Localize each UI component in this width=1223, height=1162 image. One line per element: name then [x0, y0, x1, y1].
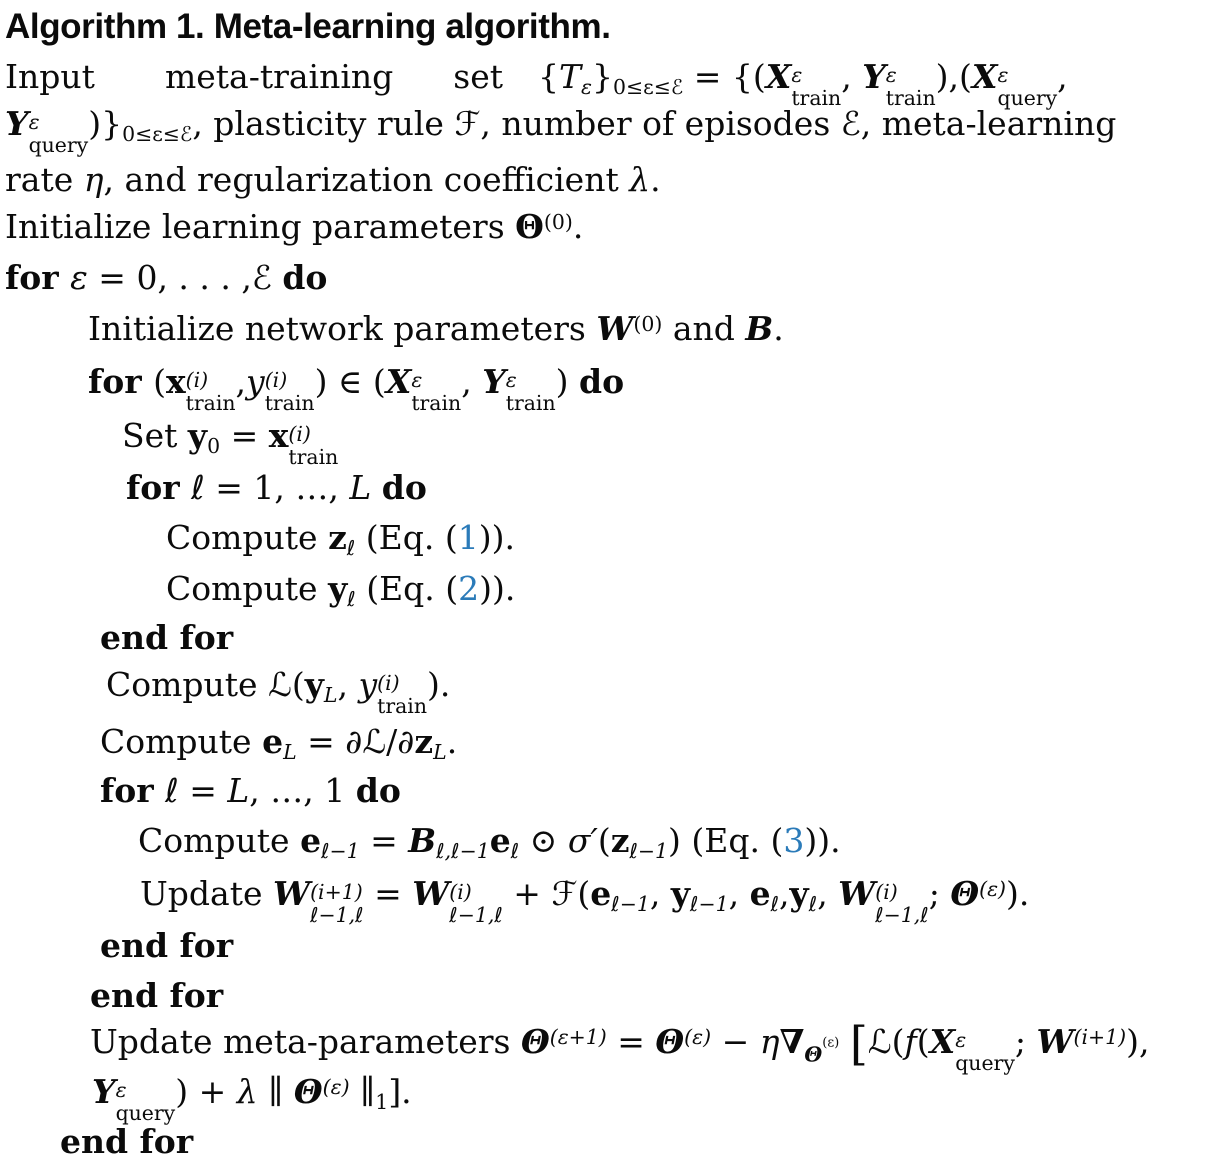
compute-y-line	[166, 569, 516, 612]
math-token: = {(	[683, 57, 766, 96]
math-group	[789, 874, 818, 917]
math-token: for	[5, 258, 71, 297]
math-token: ∂	[345, 722, 363, 761]
math-group	[804, 1022, 840, 1067]
subscript: query	[955, 1050, 1015, 1075]
math-token: Compute	[100, 722, 263, 761]
math-token: (Eq. (	[355, 518, 458, 557]
math-token: Compute	[106, 665, 269, 704]
math-group	[328, 569, 356, 612]
math-token: ,	[1057, 57, 1068, 96]
math-group	[88, 104, 193, 147]
math-token: X	[971, 57, 998, 96]
math-token: }	[592, 57, 614, 96]
math-token: z	[414, 722, 434, 761]
subscript: train	[791, 85, 842, 110]
math-token: Θ	[515, 207, 544, 246]
subscript: ℓ−1,ℓ	[449, 902, 503, 927]
subscript: train	[185, 390, 236, 415]
math-token: =	[363, 874, 413, 913]
math-token: ∥	[257, 1072, 294, 1111]
math-group	[515, 207, 573, 246]
math-token: =	[296, 722, 346, 761]
math-token: Y	[862, 57, 886, 96]
math-group	[482, 362, 556, 415]
subscript: ℓ	[808, 892, 818, 917]
subscript: ℓ−1	[629, 839, 669, 864]
math-token: set	[453, 57, 504, 96]
update-weights-line	[140, 874, 1030, 927]
subscript: train	[264, 390, 315, 415]
superscript: (0)	[633, 311, 663, 336]
superscript: (ε)	[684, 1024, 712, 1049]
math-token: (	[597, 821, 611, 860]
math-token: y	[187, 416, 208, 455]
math-token: ∥	[349, 1072, 376, 1111]
math-token: λ	[236, 1072, 258, 1111]
math-token: )).	[479, 569, 516, 608]
subscript: train	[885, 85, 936, 110]
math-token: ,	[728, 874, 750, 913]
math-token: ℒ	[268, 665, 292, 704]
math-token: end for	[100, 926, 234, 965]
subscript: ℓ−1	[690, 892, 729, 917]
math-token: η	[83, 160, 104, 199]
math-group	[592, 57, 684, 100]
math-token: .	[572, 207, 584, 246]
math-group	[408, 821, 490, 864]
math-token: ),(	[935, 57, 972, 96]
math-token: ,	[817, 874, 839, 913]
subscript: 1	[375, 1090, 389, 1115]
math-token: ;	[928, 874, 951, 913]
math-group	[610, 821, 669, 864]
math-group	[328, 518, 356, 561]
math-token: , meta-learning	[860, 104, 1117, 143]
end-for-episodes-line	[60, 1122, 193, 1162]
math-token: ,	[841, 57, 863, 96]
math-token: (	[153, 362, 166, 401]
math-token: Θ	[655, 1022, 685, 1061]
math-token: x	[268, 416, 289, 455]
subscript: query	[997, 85, 1058, 110]
math-group	[246, 362, 315, 415]
math-token: σ′	[567, 821, 598, 860]
for-train-samples-line	[88, 362, 625, 415]
math-token: {	[538, 57, 560, 96]
subscript: L	[323, 683, 338, 708]
sup-sub-stack	[997, 63, 1058, 110]
math-token: Y	[5, 104, 29, 143]
math-token: Initialize learning parameters	[5, 207, 516, 246]
math-token: ,	[779, 874, 790, 913]
update-meta-params-line-1	[90, 1016, 1150, 1075]
math-token: W	[838, 874, 876, 913]
math-token: end for	[90, 976, 224, 1015]
math-token: ,	[461, 362, 483, 401]
superscript: ε	[28, 110, 40, 135]
init-network-params-line	[88, 309, 784, 349]
math-token: ℰ	[251, 258, 272, 297]
math-group	[5, 104, 89, 157]
math-token: end for	[60, 1122, 194, 1161]
math-group	[262, 722, 297, 765]
math-token: Set	[122, 416, 188, 455]
math-group	[92, 1072, 176, 1125]
sup-sub-stack	[185, 368, 236, 415]
math-token: for	[126, 468, 192, 507]
math-group	[294, 1072, 350, 1111]
math-token: Θ	[950, 874, 980, 913]
superscript: (i+1)	[310, 880, 363, 905]
math-token: ).	[1006, 874, 1030, 913]
math-token: , …, 1	[249, 771, 356, 810]
math-token: , and regularization coefficient	[103, 160, 630, 199]
math-token: Update meta-parameters	[90, 1022, 521, 1061]
init-learning-params-line	[5, 207, 583, 247]
end-for-forward-line	[100, 618, 233, 658]
eq-1-link[interactable]: 1	[457, 518, 479, 557]
set-y0-line	[122, 416, 339, 469]
math-token: ∂	[397, 722, 415, 761]
math-token: , number of episodes	[480, 104, 841, 143]
superscript: (i)	[449, 880, 472, 905]
compute-backprop-error-line	[138, 821, 841, 864]
subscript: ℓ−1,ℓ	[875, 902, 929, 927]
math-token: B	[745, 309, 774, 348]
superscript: (i)	[264, 368, 288, 393]
math-token: ).	[427, 665, 451, 704]
math-token: e	[489, 821, 511, 860]
math-token: = 1, …,	[204, 468, 350, 507]
math-token: Y	[482, 362, 506, 401]
math-token: ,	[337, 665, 359, 704]
math-token: W	[273, 874, 311, 913]
math-group	[971, 57, 1058, 110]
sup-sub-stack	[875, 880, 929, 927]
math-group	[765, 57, 842, 110]
math-group	[304, 665, 338, 708]
math-token: ,	[649, 874, 671, 913]
subscript: train	[377, 693, 428, 718]
math-group	[273, 874, 364, 927]
sup-sub-stack	[885, 63, 936, 110]
math-group	[414, 722, 447, 765]
eq-2-link[interactable]: 2	[458, 569, 480, 608]
math-token: ) (Eq. (	[668, 821, 784, 860]
math-token: (	[291, 665, 305, 704]
sup-sub-stack	[288, 422, 339, 469]
sup-sub-stack	[28, 110, 89, 157]
superscript: ε	[505, 368, 517, 393]
math-group	[950, 874, 1006, 913]
math-token	[272, 258, 283, 297]
math-token: do	[381, 468, 427, 507]
math-token: y	[358, 665, 378, 704]
superscript: (i)	[377, 671, 400, 696]
math-token: X	[765, 57, 792, 96]
math-token: /	[386, 722, 398, 761]
math-token: Input	[5, 57, 95, 96]
subscript: ℓ	[346, 536, 356, 561]
superscript: (i)	[288, 422, 311, 447]
math-group	[358, 665, 428, 718]
math-token: .	[446, 722, 458, 761]
math-token: Θ	[804, 1042, 823, 1067]
input-line-1	[5, 57, 1068, 110]
math-token: +	[502, 874, 552, 913]
math-token: Compute	[166, 518, 329, 557]
math-token: ].	[388, 1072, 412, 1111]
math-token: e	[749, 874, 771, 913]
superscript: ε	[885, 63, 897, 88]
math-token: y	[304, 665, 324, 704]
math-token: Θ	[293, 1072, 323, 1111]
math-token: ),	[1126, 1022, 1150, 1061]
math-token: meta-training	[164, 57, 394, 96]
math-token: z	[328, 518, 347, 557]
superscript: (ε)	[822, 1035, 840, 1051]
compute-z-line	[166, 518, 515, 561]
subscript: 0	[207, 434, 221, 459]
math-token: for	[100, 771, 166, 810]
math-token: L	[227, 771, 250, 810]
subscript: query	[28, 132, 89, 157]
subscript: ℓ	[510, 839, 520, 864]
for-layers-backward-line	[100, 771, 401, 811]
subscript: train	[505, 390, 556, 415]
math-token: Compute	[138, 821, 301, 860]
subscript: ℓ	[347, 587, 356, 612]
sup-sub-stack	[411, 368, 462, 415]
end-for-backward-line	[100, 926, 233, 966]
math-token: y	[789, 874, 809, 913]
sup-sub-stack	[377, 671, 428, 718]
math-token: for	[88, 362, 154, 401]
subscript: ℓ,ℓ−1	[436, 839, 490, 864]
math-token: e	[300, 821, 322, 860]
math-token: ℓ	[165, 771, 179, 810]
subscript: ℓ	[770, 892, 780, 917]
superscript: ε	[791, 63, 803, 88]
math-token: ∇	[779, 1022, 805, 1061]
sup-sub-stack	[310, 880, 364, 927]
superscript: (i)	[185, 368, 209, 393]
math-token: and	[662, 309, 746, 348]
superscript: (i+1)	[1073, 1024, 1127, 1049]
math-token: y	[246, 362, 265, 401]
math-token: W	[1036, 1022, 1074, 1061]
math-token: η	[759, 1022, 780, 1061]
math-token: ℓ	[191, 468, 205, 507]
eq-3-link[interactable]: 3	[783, 821, 805, 860]
math-group	[838, 874, 929, 927]
math-group	[300, 821, 360, 864]
input-line-3	[5, 160, 661, 200]
superscript: ε	[115, 1078, 127, 1103]
math-token: −	[711, 1022, 760, 1061]
math-token: .	[650, 160, 661, 199]
superscript: (0)	[543, 209, 573, 234]
math-group	[1036, 1022, 1126, 1061]
math-token: =	[220, 416, 269, 455]
subscript: ε	[581, 75, 593, 100]
subscript: ℓ−1,ℓ	[310, 902, 364, 927]
math-group	[655, 1022, 711, 1061]
math-token: =	[178, 771, 228, 810]
math-token: do	[355, 771, 401, 810]
math-group	[165, 362, 236, 415]
math-token: (Eq. (	[355, 569, 459, 608]
math-token: B	[408, 821, 437, 860]
math-token: L	[349, 468, 372, 507]
math-token: ,	[235, 362, 247, 401]
sup-sub-stack	[264, 368, 315, 415]
subscript: train	[288, 444, 339, 469]
math-token: e	[590, 874, 612, 913]
subscript: 0≤ε≤ℰ	[122, 122, 193, 147]
math-token: W	[596, 309, 634, 348]
math-token: = 0, . . . ,	[87, 258, 252, 297]
math-group	[385, 362, 462, 415]
sup-sub-stack	[505, 368, 556, 415]
math-token: ε	[70, 258, 88, 297]
math-token: )}	[88, 104, 123, 143]
math-group	[596, 309, 662, 348]
math-token: e	[262, 722, 284, 761]
math-token: X	[929, 1022, 956, 1061]
math-group	[590, 874, 650, 917]
superscript: ε	[997, 63, 1009, 88]
math-group	[862, 57, 936, 110]
sup-sub-stack	[449, 880, 503, 927]
algorithm-title: Algorithm 1. Meta-learning algorithm.	[5, 7, 611, 46]
math-token: ;	[1014, 1022, 1037, 1061]
superscript: (ε+1)	[549, 1024, 607, 1049]
math-group	[929, 1022, 1015, 1075]
subscript: ℓ−1	[321, 839, 360, 864]
math-token: Θ	[520, 1022, 550, 1061]
math-token: )	[555, 362, 579, 401]
sup-sub-stack	[115, 1078, 176, 1125]
math-token: do	[579, 362, 625, 401]
math-token: z	[610, 821, 630, 860]
math-token: end for	[100, 618, 234, 657]
math-token: X	[385, 362, 412, 401]
math-token: , plasticity rule	[192, 104, 455, 143]
math-token: Update	[140, 874, 274, 913]
math-token: ⊙	[519, 821, 568, 860]
math-group	[187, 416, 221, 459]
math-group	[749, 874, 780, 917]
math-token: =	[359, 821, 409, 860]
superscript: (ε)	[322, 1074, 350, 1099]
math-token: W	[412, 874, 450, 913]
subscript: train	[411, 390, 462, 415]
math-token: .	[773, 309, 784, 348]
sup-sub-stack	[955, 1028, 1015, 1075]
subscript: L	[433, 740, 447, 765]
superscript: (i)	[875, 880, 898, 905]
subscript: query	[115, 1100, 176, 1125]
math-group	[349, 1072, 389, 1115]
math-token: ℱ	[551, 874, 578, 913]
superscript: ε	[955, 1028, 967, 1053]
math-token: )).	[478, 518, 515, 557]
math-token	[371, 468, 382, 507]
math-group	[412, 874, 503, 927]
input-line-2	[5, 104, 1117, 157]
update-meta-params-line-2	[92, 1072, 412, 1125]
subscript: L	[283, 740, 297, 765]
math-token: (	[916, 1022, 930, 1061]
math-token: ) +	[175, 1072, 237, 1111]
subscript: 0≤ε≤ℰ	[613, 75, 684, 100]
math-token: (	[577, 874, 591, 913]
math-token: [	[849, 1016, 868, 1071]
sup-sub-stack	[791, 63, 842, 110]
for-layers-forward-line	[126, 468, 427, 508]
math-token: ℱ	[454, 104, 481, 143]
math-token: Compute	[166, 569, 329, 608]
superscript: (ε)	[979, 876, 1007, 901]
math-token: (	[891, 1022, 905, 1061]
math-token: Initialize network parameters	[88, 309, 597, 348]
math-token: Y	[92, 1072, 116, 1111]
math-token: ℒ	[867, 1022, 892, 1061]
math-group	[521, 1022, 607, 1061]
for-episodes-line	[5, 258, 327, 298]
math-token: do	[282, 258, 328, 297]
math-token: =	[606, 1022, 656, 1061]
math-token: y	[670, 874, 691, 913]
math-token: ℒ	[362, 722, 387, 761]
math-token: λ	[629, 160, 651, 199]
math-token: )).	[804, 821, 841, 860]
math-token: ) ∈ (	[314, 362, 386, 401]
math-token	[839, 1022, 850, 1061]
math-token: f	[904, 1022, 917, 1061]
superscript: ε	[411, 368, 423, 393]
math-group	[268, 416, 339, 469]
math-group	[670, 874, 729, 917]
math-group	[489, 821, 520, 864]
math-group	[559, 57, 593, 100]
compute-loss-line	[106, 665, 451, 718]
compute-error-line	[100, 722, 458, 765]
subscript: ℓ−1	[611, 892, 650, 917]
end-for-train-samples-line	[90, 976, 223, 1016]
math-token: x	[165, 362, 186, 401]
math-token: ℰ	[840, 104, 861, 143]
math-token: rate	[5, 160, 84, 199]
math-token: y	[328, 569, 348, 608]
math-token: T	[559, 57, 582, 96]
